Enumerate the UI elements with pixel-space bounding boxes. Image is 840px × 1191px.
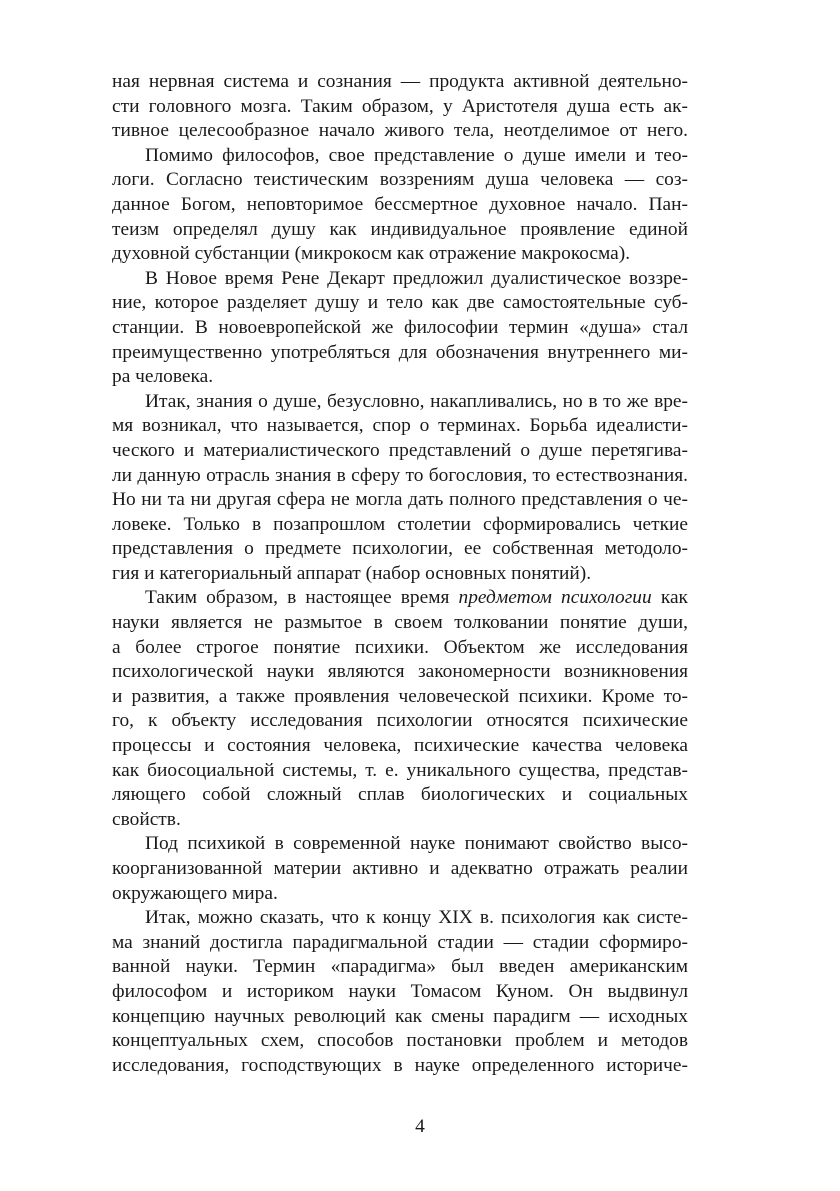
text-line: науки является не размытое в своем толковании понятие души, — [112, 612, 688, 634]
page-body — [112, 70, 688, 1078]
text-run: Таким образом, в настоящее время — [145, 587, 459, 609]
paragraph-3 — [112, 267, 688, 390]
text-line: ра человека. — [112, 366, 214, 388]
text-line: ловеке. Только в позапрошлом столетии сформировались четкие — [112, 513, 688, 535]
text-line-with-emphasis — [112, 586, 688, 611]
paragraph-7 — [112, 906, 688, 1078]
text-line: ванной науки. Термин «парадигма» был введен американским — [112, 956, 688, 978]
text-line: гия и категориальный аппарат (набор основных понятий). — [112, 562, 592, 584]
text-line: исследования, господствующих в науке определенного историче- — [112, 1054, 688, 1076]
text-line: Но ни та ни другая сфера не могла дать полного представления о че- — [112, 489, 688, 511]
paragraph-5 — [112, 586, 688, 832]
paragraph-2 — [112, 144, 688, 267]
text-line: го, к объекту исследования психологии относятся психические — [112, 710, 688, 732]
paragraph-4 — [112, 390, 688, 587]
text-run: как — [651, 587, 688, 609]
text-line: процессы и состояния человека, психические качества человека — [112, 735, 688, 757]
text-line: психологической науки являются закономерности возникновения — [112, 661, 688, 683]
text-line: тивное целесообразное начало живого тела, неотделимое от него. — [112, 120, 688, 142]
text-line: ли данную отрасль знания в сферу то богословия, то естествознания. — [112, 464, 688, 486]
text-line: ческого и материалистического представлений о душе перетягива- — [112, 439, 688, 461]
text-line: концепцию научных революций как смены парадигм — исходных — [112, 1005, 688, 1027]
text-line: окружающего мира. — [112, 882, 278, 904]
text-line: данное Богом, неповторимое бессмертное духовное начало. Пан- — [112, 193, 688, 215]
text-line: ние, которое разделяет душу и тело как две самостоятельные суб- — [112, 292, 688, 314]
text-line: представления о предмете психологии, ее собственная методоло- — [112, 538, 688, 560]
text-line: Итак, знания о душе, безусловно, накапливались, но в то же вре- — [145, 390, 688, 412]
text-line: свойств. — [112, 808, 181, 830]
text-line: духовной субстанции (микрокосм как отражение макрокосма). — [112, 243, 631, 265]
text-line: Помимо философов, свое представление о душе имели и тео- — [145, 144, 688, 166]
text-line: и развития, а также проявления человеческой психики. Кроме то- — [112, 685, 688, 707]
page-number: 4 — [415, 1116, 425, 1137]
text-line: сти головного мозга. Таким образом, у Аристотеля душа есть ак- — [112, 95, 688, 117]
text-line: мя возникал, что называется, спор о терминах. Борьба идеалисти- — [112, 415, 688, 437]
emphasis-term: предметом психологии — [458, 587, 652, 609]
text-line: коорганизованной материи активно и адекватно отражать реалии — [112, 858, 688, 879]
text-line: как биосоциальной системы, т. е. уникального существа, представ- — [112, 759, 688, 781]
text-line: ма знаний достигла парадигмальной стадии — стадии сформиро- — [112, 931, 688, 953]
text-line: ляющего собой сложный сплав биологических и социальных — [112, 784, 688, 806]
text-line: станции. В новоевропейской же философии термин «душа» стал — [112, 316, 688, 338]
text-line: концептуальных схем, способов постановки проблем и методов — [112, 1030, 688, 1052]
text-line: Итак, можно сказать, что к концу XIX в. психология как систе- — [145, 907, 688, 929]
paragraph-1 — [112, 70, 688, 144]
text-line: теизм определял душу как индивидуальное проявление единой — [112, 218, 688, 240]
text-line: ная нервная система и сознания — продукта активной деятельно- — [112, 71, 688, 92]
text-line: философом и историком науки Томасом Куном. Он выдвинул — [112, 980, 688, 1002]
text-line: В Новое время Рене Декарт предложил дуалистическое воззре- — [145, 267, 688, 289]
text-line: логи. Согласно теистическим воззрениям душа человека — соз- — [112, 169, 688, 191]
text-line: преимущественно употребляться для обозначения внутреннего ми- — [112, 341, 688, 363]
text-line: Под психикой в современной науке понимают свойство высо- — [145, 833, 688, 855]
text-line: а более строгое понятие психики. Объектом же исследования — [112, 636, 688, 658]
paragraph-6 — [112, 832, 688, 906]
